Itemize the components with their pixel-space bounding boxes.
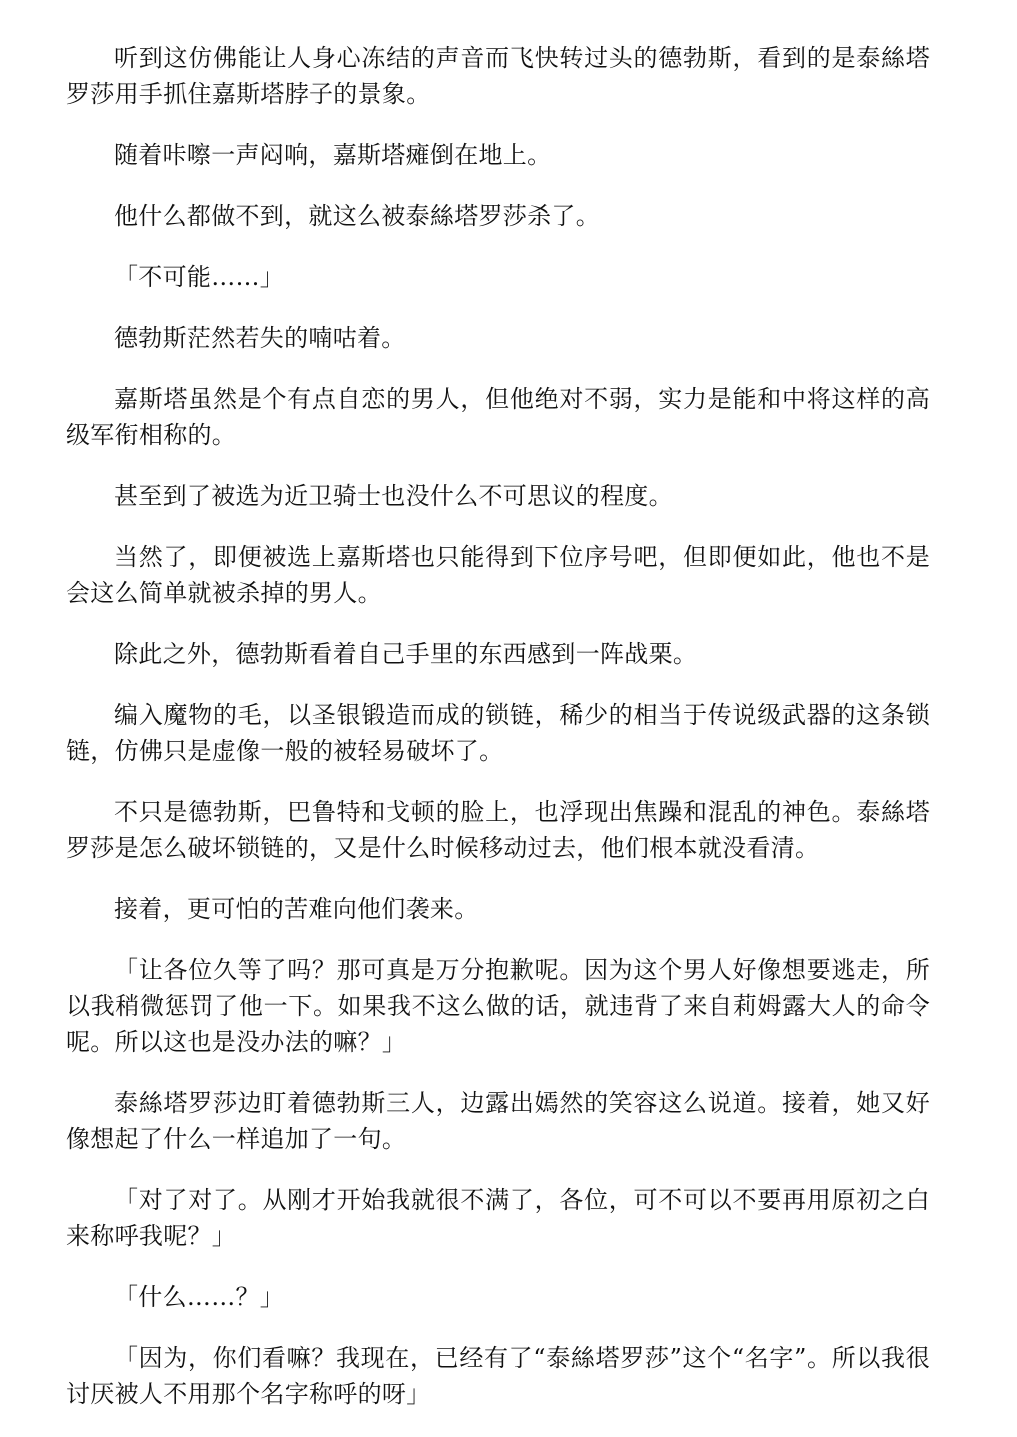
paragraph-12: 接着，更可怕的苦难向他们袭来。 [114,895,479,923]
paragraph-17: 「因为，你们看嘛？我现在，已经有了“泰絲塔罗莎”这个“名字”。所以我很讨厌被人不用那个名字称呼的呀」 [66,1344,930,1408]
paragraph-1: 听到这仿佛能让人身心冻结的声音而飞快转过头的德勃斯，看到的是泰絲塔罗莎用手抓住嘉斯塔脖子的景象。 [66,44,930,108]
paragraph-6: 嘉斯塔虽然是个有点自恋的男人，但他绝对不弱，实力是能和中将这样的高级军衔相称的。 [66,385,930,449]
paragraph-11: 不只是德勃斯，巴鲁特和戈顿的脸上，也浮现出焦躁和混乱的神色。泰絲塔罗莎是怎么破坏锁链的，又是什么时候移动过去，他们根本就没看清。 [66,798,930,862]
document-page [66,40,930,1437]
paragraph-9: 除此之外，德勃斯看着自己手里的东西感到一阵战栗。 [114,640,698,668]
paragraph-7: 甚至到了被选为近卫骑士也没什么不可思议的程度。 [114,482,673,510]
paragraph-2: 随着咔嚓一声闷响，嘉斯塔瘫倒在地上。 [114,141,552,169]
paragraph-5: 德勃斯茫然若失的喃咕着。 [114,324,406,352]
paragraph-13: 「让各位久等了吗？那可真是万分抱歉呢。因为这个男人好像想要逃走，所以我稍微惩罚了他一下。如果我不这么做的话，就违背了来自莉姆露大人的命令呢。所以这也是没办法的嘛？」 [66,956,930,1056]
paragraph-10: 编入魔物的毛，以圣银锻造而成的锁链，稀少的相当于传说级武器的这条锁链，仿佛只是虚像一般的被轻易破坏了。 [66,701,930,765]
paragraph-3: 他什么都做不到，就这么被泰絲塔罗莎杀了。 [114,202,600,230]
paragraph-4: 「不可能……」 [114,263,285,291]
paragraph-14: 泰絲塔罗莎边盯着德勃斯三人，边露出嫣然的笑容这么说道。接着，她又好像想起了什么一样追加了一句。 [66,1089,930,1153]
paragraph-8: 当然了，即便被选上嘉斯塔也只能得到下位序号吧，但即便如此，他也不是会这么简单就被杀掉的男人。 [66,543,930,607]
paragraph-16: 「什么……？」 [114,1283,285,1311]
paragraph-15: 「对了对了。从刚才开始我就很不满了，各位，可不可以不要再用原初之白来称呼我呢？」 [66,1186,930,1250]
